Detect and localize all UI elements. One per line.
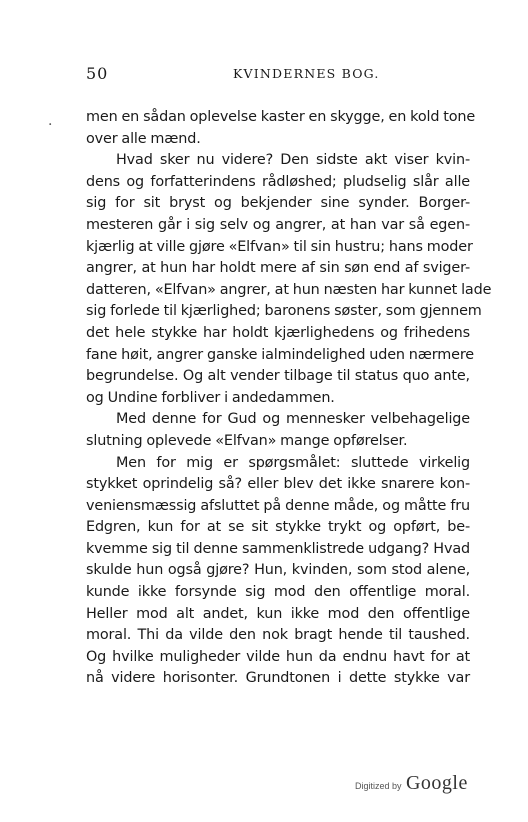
google-logo: Google [405,772,468,794]
text-line: over alle mænd. [86,130,201,147]
text-line: Edgren, kun for at se sit stykke trykt og opført, be- [86,519,470,536]
text-line: Og hvilke muligheder vilde hun da endnu havt for at [86,648,470,665]
text-line: skulde hun også gjøre? Hun, kvinden, som stod alene, [86,562,470,579]
running-head: KVINDERNES BOG. [233,66,380,81]
text-line: fane høit, angrer ganske ialmindelighed uden nærmere [86,346,474,363]
text-line: Men for mig er spørgsmålet: sluttede virkelig [116,454,470,471]
text-line: det hele stykke har holdt kjærlighedens og frihedens [86,324,470,341]
text-line: nå videre horisonter. Grundtonen i dette stykke var [86,670,470,687]
page-number: 50 [86,64,109,83]
body-text [86,107,492,690]
text-line: sig for sit bryst og bekjender sine synder. Borger- [86,195,470,212]
text-line: veniensmæssig afsluttet på denne måde, og måtte fru [86,497,470,514]
page-header [86,64,471,82]
text-line: kunde ikke forsynde sig mod den offentlige moral. [86,584,470,601]
text-line: men en sådan oplevelse kaster en skygge, en kold tone [86,109,476,125]
text-line: og Undine forbliver i andedammen. [86,389,335,406]
text-line: sig forlede til kjærlighed; baronens søster, som gjennem [86,303,482,320]
text-line: slutning oplevede «Elfvan» mange opførelser. [86,432,408,449]
text-line: dens og forfatterindens rådløshed; pludselig slår alle [86,173,470,190]
text-line: begrundelse. Og alt vender tilbage til status quo ante, [86,368,470,385]
text-line: Med denne for Gud og mennesker velbehagelige [116,411,470,428]
text-line: stykket oprindelig så? eller blev det ikke snarere kon- [86,476,470,493]
margin-mark: · [48,117,53,133]
digitization-watermark [355,772,468,795]
text-line: Heller mod alt andet, kun ikke mod den offentlige [86,605,470,622]
text-line: angrer, at hun har holdt mere af sin søn end af sviger- [86,260,470,277]
text-line: mesteren går i sig selv og angrer, at han var så egen- [86,216,470,233]
text-line: Hvad sker nu videre? Den sidste akt viser kvin- [116,152,470,169]
text-line: datteren, «Elfvan» angrer, at hun næsten har kunnet lade [86,281,492,298]
digitized-by-label: Digitized by [355,781,402,791]
text-line: kjærlig at ville gjøre «Elfvan» til sin hustru; hans moder [86,238,473,255]
text-line: moral. Thi da vilde den nok bragt hende til taushed. [86,627,470,644]
text-line: kvemme sig til denne sammenklistrede udgang? Hvad [86,540,470,557]
